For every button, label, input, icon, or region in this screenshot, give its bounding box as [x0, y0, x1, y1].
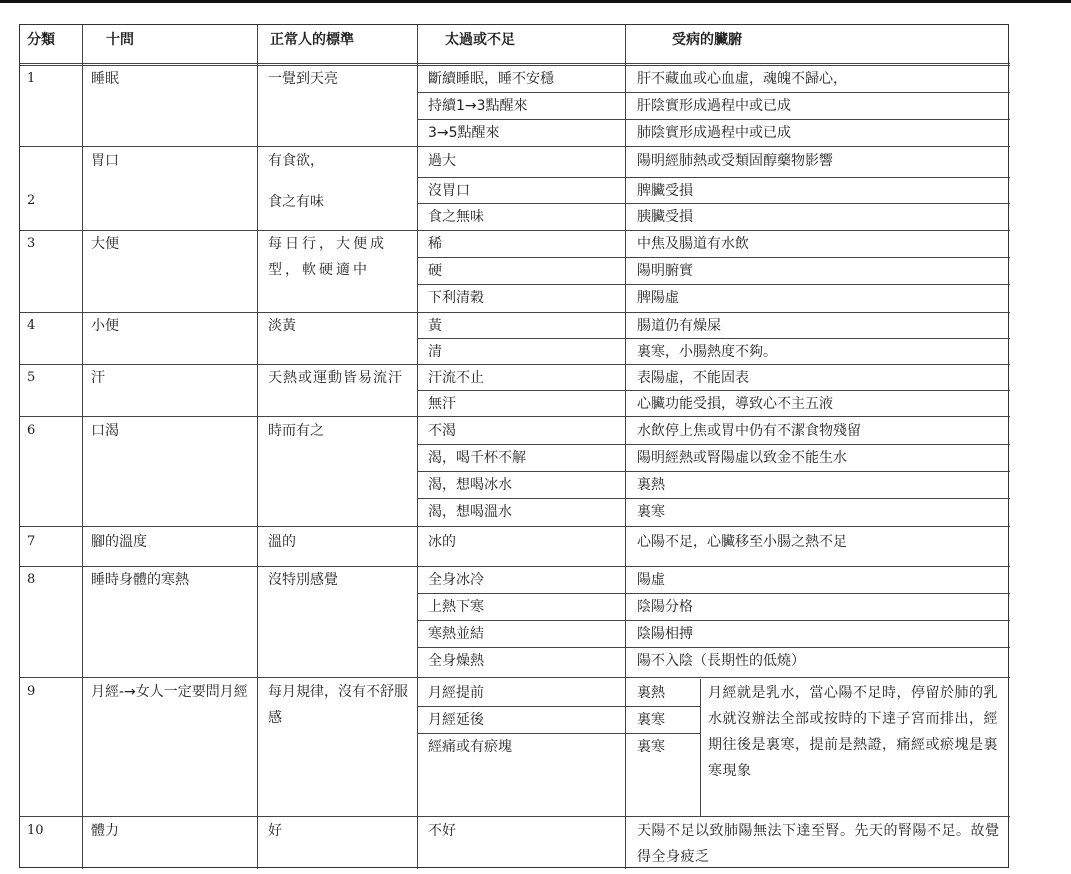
header-excess: 太過或不足: [445, 32, 515, 48]
excess-cell: 全身冰冷: [428, 572, 484, 588]
organ-cell: 裏熱: [637, 685, 665, 701]
row-divider: [20, 63, 1010, 64]
excess-cell: 汗流不止: [428, 370, 484, 386]
question-cell: 體力: [91, 823, 119, 839]
row-number: 8: [27, 572, 36, 587]
excess-cell: 持續1→3點醒來: [428, 98, 528, 114]
row-number: 5: [27, 370, 36, 385]
col-divider: [625, 25, 626, 869]
sub-row-divider: [417, 177, 1010, 178]
organ-cell: 陽明經肺熱或受類固醇藥物影響: [637, 153, 833, 169]
row-divider: [20, 146, 1010, 147]
row-number: 6: [27, 423, 36, 438]
question-cell: 月經-→女人一定要問月經: [91, 684, 248, 700]
organ-cell: 裏寒: [637, 739, 665, 755]
excess-cell: 不好: [428, 823, 456, 839]
sub-row-divider: [417, 284, 1010, 285]
row-divider: [20, 677, 1010, 678]
organ-cell: 裏熱: [637, 477, 665, 493]
organ-cell: 肺陰實形成過程中或已成: [637, 125, 791, 141]
excess-cell: 黃: [428, 318, 442, 334]
col-divider: [82, 25, 83, 869]
excess-cell: 硬: [428, 263, 442, 279]
question-cell: 大便: [91, 236, 119, 252]
organ-cell: 陽明腑實: [637, 263, 693, 279]
normal-cell: 好: [268, 823, 282, 839]
organ-cell: 陽不入陰（長期性的低燒）: [637, 653, 805, 669]
col-divider: [257, 25, 258, 869]
sub-row-divider: [417, 593, 1010, 594]
organ-cell: 陽明經熱或腎陽虛以致金不能生水: [637, 450, 847, 466]
row-number: 2: [27, 193, 36, 208]
organ-cell: 裏寒: [637, 504, 665, 520]
excess-cell: 月經提前: [428, 685, 484, 701]
excess-cell: 過大: [428, 153, 456, 169]
question-cell: 汗: [91, 370, 105, 386]
header-category: 分類: [27, 32, 55, 48]
menstruation-note: 月經就是乳水，當心陽不足時，停留於肺的乳水就沒辦法全部或按時的下達子宮而排出，經期往後是裏寒，提前是熱證，痛經或瘀塊是裏寒現象: [708, 685, 998, 779]
question-cell: 口渴: [91, 423, 119, 439]
normal-cell: 每日行，大便成型，軟硬適中: [268, 236, 387, 278]
organ-cell: 陰陽相搏: [637, 626, 693, 642]
excess-cell: 下利清穀: [428, 290, 484, 306]
excess-cell: 寒熱並結: [428, 626, 484, 642]
organ-cell: 陰陽分格: [637, 599, 693, 615]
excess-cell: 食之無味: [428, 209, 484, 225]
organ-cell: 心陽不足，心臟移至小腸之熱不足: [637, 534, 847, 550]
normal-cell: 時而有之: [268, 423, 324, 439]
col-divider: [417, 25, 418, 869]
normal-cell: 食之有味: [268, 194, 324, 210]
excess-cell: 清: [428, 344, 442, 360]
question-cell: 胃口: [91, 153, 119, 169]
header-normal: 正常人的標準: [270, 32, 354, 48]
question-cell: 小便: [91, 318, 119, 334]
row-number: 7: [27, 534, 36, 549]
row-number: 3: [27, 236, 36, 251]
row-number: 9: [27, 684, 36, 699]
row-divider: [20, 312, 1010, 313]
excess-cell: 渴，想喝溫水: [428, 504, 512, 520]
row-divider: [20, 816, 1010, 817]
excess-cell: 渴，想喝冰水: [428, 477, 512, 493]
question-cell: 腳的溫度: [91, 534, 147, 550]
excess-cell: 月經延後: [428, 712, 484, 728]
organ-cell: 天陽不足以致肺陽無法下達至腎。先天的腎陽不足。故覺得全身疲乏: [637, 823, 1000, 865]
row-divider: [20, 526, 1010, 527]
organ-cell: 水飲停上焦或胃中仍有不潔食物殘留: [637, 423, 861, 439]
organ-cell: 脾臟受損: [637, 183, 693, 199]
row-divider: [20, 230, 1010, 231]
header-question: 十問: [106, 32, 134, 48]
excess-cell: 沒胃口: [428, 183, 470, 199]
question-cell: 睡眠: [91, 71, 119, 87]
excess-cell: 渴，喝千杯不解: [428, 450, 526, 466]
organ-cell: 胰臟受損: [637, 209, 693, 225]
header-organ: 受病的臟腑: [672, 32, 742, 48]
normal-cell: 淡黃: [268, 318, 296, 334]
organ-cell: 肝不藏血或心血虛，魂魄不歸心，: [637, 71, 847, 87]
normal-cell: 每月規律，沒有不舒服感: [268, 684, 408, 726]
top-border-line: [0, 0, 1071, 3]
excess-cell: 斷續睡眠，睡不安穩: [428, 71, 554, 87]
sub-row-divider: [417, 257, 1010, 258]
ten-questions-table: [19, 24, 1009, 868]
question-cell: 睡時身體的寒熱: [91, 572, 189, 588]
normal-cell: 沒特別感覺: [268, 572, 338, 588]
excess-cell: 全身燥熱: [428, 653, 484, 669]
excess-cell: 3→5點醒來: [428, 125, 500, 141]
organ-cell: 裏寒，小腸熱度不夠。: [637, 344, 777, 360]
organ-cell: 表陽虛，不能固表: [637, 370, 749, 386]
organ-cell: 脾陽虛: [637, 290, 679, 306]
organ-cell: 肝陰實形成過程中或已成: [637, 98, 791, 114]
row-number: 4: [27, 318, 36, 333]
excess-cell: 稀: [428, 236, 442, 252]
organ-cell: 腸道仍有燥屎: [637, 318, 721, 334]
excess-cell: 經痛或有瘀塊: [428, 739, 512, 755]
excess-cell: 冰的: [428, 534, 456, 550]
sub-row-divider: [417, 203, 1010, 204]
organ-cell: 心臟功能受損，導致心不主五液: [637, 396, 833, 412]
normal-cell: 溫的: [268, 534, 296, 550]
organ-cell: 裏寒: [637, 712, 665, 728]
sub-row-divider: [417, 620, 1010, 621]
organ-cell: 中焦及腸道有水飲: [637, 236, 749, 252]
row-divider: [20, 416, 1010, 417]
row-divider: [20, 364, 1010, 365]
excess-cell: 不渴: [428, 423, 456, 439]
excess-cell: 無汗: [428, 396, 456, 412]
normal-cell: 一覺到天亮: [268, 71, 338, 87]
normal-cell: 有食欲，: [268, 153, 324, 169]
row-number: 1: [27, 71, 36, 86]
normal-cell: 天熱或運動皆易流汗: [268, 370, 403, 386]
excess-cell: 上熱下寒: [428, 599, 484, 615]
col-divider: [700, 679, 701, 816]
organ-cell: 陽虛: [637, 572, 665, 588]
row-number: 10: [27, 823, 44, 838]
